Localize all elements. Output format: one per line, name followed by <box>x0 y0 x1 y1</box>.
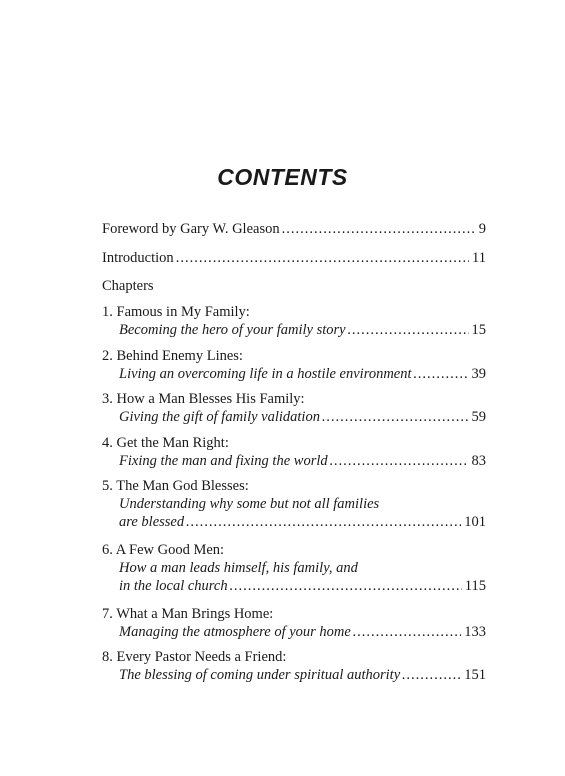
chapter-title-line <box>102 605 486 623</box>
toc-chapter-2 <box>102 347 486 383</box>
chapter-subtitle-line <box>102 623 486 641</box>
chapter-title: Every Pastor Needs a Friend: <box>116 649 287 665</box>
chapter-subtitle: Becoming the hero of your family story <box>119 322 346 338</box>
chapter-title-line <box>102 477 486 495</box>
toc-entry-foreword <box>102 220 486 238</box>
toc-entry-title: Introduction <box>102 250 174 266</box>
toc-chapter-3 <box>102 390 486 426</box>
chapter-title-line <box>102 303 486 321</box>
dot-leader <box>176 249 469 267</box>
dot-leader <box>402 666 461 684</box>
chapter-title: The Man God Blesses: <box>116 478 249 494</box>
chapter-subtitle-line <box>102 513 486 531</box>
toc-page-number: 115 <box>464 578 486 594</box>
dot-leader <box>322 408 469 426</box>
chapter-title-line <box>102 434 486 452</box>
chapter-subtitle-line <box>102 577 486 595</box>
chapter-title-line <box>102 541 486 559</box>
dot-leader <box>282 220 476 238</box>
chapter-title-line <box>102 648 486 666</box>
chapter-title: Famous in My Family: <box>116 304 250 320</box>
toc-page-number: 39 <box>471 366 486 382</box>
toc-page-number: 11 <box>472 250 486 266</box>
toc-page-number: 83 <box>471 453 486 469</box>
toc-page-number: 59 <box>471 409 486 425</box>
toc-line <box>102 220 486 238</box>
chapter-title-line <box>102 390 486 408</box>
chapters-heading: Chapters <box>102 278 154 294</box>
chapter-title: How a Man Blesses His Family: <box>116 391 305 407</box>
chapter-subtitle: Living an overcoming life in a hostile environment <box>119 366 412 382</box>
toc-page-number: 151 <box>464 667 486 683</box>
toc-chapter-5 <box>102 477 486 531</box>
dot-leader <box>330 452 469 470</box>
toc-page-number: 133 <box>464 624 486 640</box>
chapter-title: A Few Good Men: <box>115 542 225 558</box>
dot-leader <box>414 365 469 383</box>
chapter-number: 2. <box>102 348 113 364</box>
dot-leader <box>353 623 461 641</box>
toc-page-number: 9 <box>478 221 486 237</box>
chapter-subtitle-line <box>102 495 486 513</box>
chapter-number: 8. <box>102 649 113 665</box>
chapter-subtitle: Managing the atmosphere of your home <box>119 624 351 640</box>
chapter-number: 1. <box>102 304 113 320</box>
toc-page-number: 15 <box>471 322 486 338</box>
dot-leader <box>348 321 469 339</box>
dot-leader <box>230 577 462 595</box>
chapter-subtitle-line <box>102 452 486 470</box>
toc-line <box>102 249 486 267</box>
toc-chapter-8 <box>102 648 486 684</box>
chapter-title-line <box>102 347 486 365</box>
chapter-subtitle: The blessing of coming under spiritual authority <box>119 667 401 683</box>
chapter-subtitle-line <box>102 365 486 383</box>
chapter-title: Behind Enemy Lines: <box>116 348 243 364</box>
chapter-subtitle-line <box>102 666 486 684</box>
chapter-subtitle: are blessed <box>119 514 185 530</box>
toc-page-number: 101 <box>464 514 486 530</box>
toc-chapter-6 <box>102 541 486 595</box>
chapter-number: 6. <box>102 542 113 558</box>
chapter-subtitle: Giving the gift of family validation <box>119 409 320 425</box>
chapter-number: 5. <box>102 478 113 494</box>
toc-entry-title: Foreword by Gary W. Gleason <box>102 221 280 237</box>
toc-chapter-1 <box>102 303 486 339</box>
chapter-title: What a Man Brings Home: <box>116 606 274 622</box>
chapter-number: 4. <box>102 435 113 451</box>
chapter-subtitle: Understanding why some but not all families <box>119 496 380 512</box>
chapter-number: 3. <box>102 391 113 407</box>
chapter-subtitle: How a man leads himself, his family, and <box>119 560 358 576</box>
dot-leader <box>186 513 461 531</box>
toc-chapter-4 <box>102 434 486 470</box>
chapter-number: 7. <box>102 606 113 622</box>
chapter-title: Get the Man Right: <box>116 435 229 451</box>
chapter-subtitle: Fixing the man and fixing the world <box>119 453 328 469</box>
page-title: CONTENTS <box>217 164 348 190</box>
toc-chapter-7 <box>102 605 486 641</box>
toc-entry-introduction <box>102 249 486 267</box>
chapter-subtitle-line <box>102 321 486 339</box>
chapter-subtitle: in the local church <box>119 578 228 594</box>
chapter-subtitle-line <box>102 559 486 577</box>
chapter-subtitle-line <box>102 408 486 426</box>
